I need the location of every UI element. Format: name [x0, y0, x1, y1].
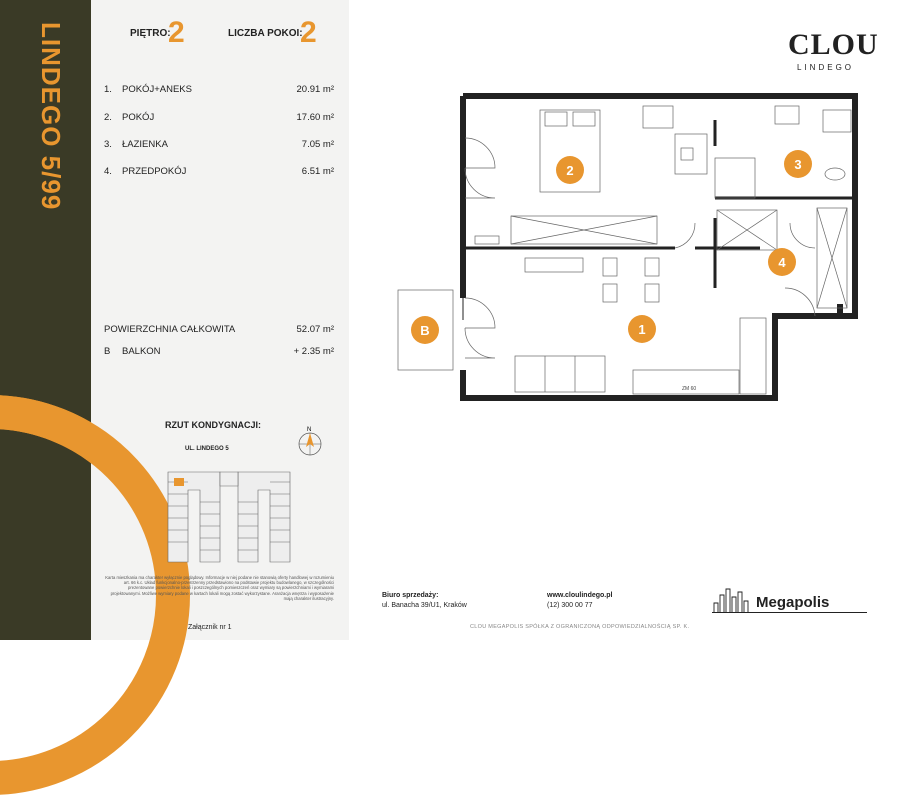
- apartment-title: LINDEGO 5/99: [36, 22, 66, 211]
- sofa-outline: [515, 356, 605, 392]
- apartment-highlight: [174, 478, 184, 486]
- office-address: ul. Banacha 39/U1, Kraków: [382, 602, 467, 609]
- room-number: 4.: [104, 166, 112, 177]
- room-row: [104, 166, 334, 177]
- room-area: 7.05 m²: [301, 139, 334, 150]
- office-label: Biuro sprzedaży:: [382, 592, 439, 599]
- balcony-marker-label: B: [420, 323, 430, 338]
- appliance-label: ZM 60: [682, 386, 697, 392]
- floor-plan-title: RZUT KONDYGNACJI:: [165, 420, 261, 430]
- room-area: 17.60 m²: [296, 112, 334, 123]
- attachment-label: Załącznik nr 1: [188, 624, 232, 631]
- room-number: 3.: [104, 139, 112, 150]
- total-area-value: 52.07 m²: [296, 324, 334, 335]
- balcony-letter: B: [104, 346, 111, 357]
- room-marker-4-label: 4: [778, 255, 786, 270]
- apartment-floor-plan: [385, 88, 875, 418]
- room-area: 6.51 m²: [301, 166, 334, 177]
- total-area-label: POWIERZCHNIA CAŁKOWITA: [104, 324, 236, 335]
- room-name: PRZEDPOKÓJ: [122, 166, 187, 177]
- website-link[interactable]: www.cloulindego.pl: [547, 592, 613, 599]
- rooms-count-value: 2: [300, 16, 317, 49]
- developer-underline: [712, 612, 867, 613]
- room-marker-1-label: 1: [638, 322, 646, 337]
- phone-number: (12) 300 00 77: [547, 602, 593, 609]
- street-label: UL. LINDEGO 5: [185, 446, 229, 452]
- room-row: [104, 139, 334, 150]
- balcony-label: BALKON: [122, 346, 161, 357]
- toilet-outline: [825, 168, 845, 180]
- shower-outline: [715, 158, 755, 198]
- room-name: ŁAZIENKA: [122, 139, 168, 150]
- clou-logo-subtitle: LINDEGO: [797, 63, 855, 72]
- rooms-count-label: LICZBA POKOI:: [228, 28, 303, 39]
- megapolis-logo: Megapolis: [756, 594, 830, 611]
- floor-label: PIĘTRO:: [130, 28, 171, 39]
- room-row: [104, 112, 334, 123]
- skyline-icon: [712, 585, 756, 613]
- room-number: 1.: [104, 84, 112, 95]
- north-label: N: [307, 427, 312, 433]
- total-area-row: [104, 324, 334, 335]
- north-compass-icon: [296, 424, 326, 460]
- clou-logo: CLOU: [788, 28, 879, 61]
- building-floor-plan-thumbnail: [160, 462, 300, 572]
- balcony-row: [104, 346, 334, 357]
- balcony-area: + 2.35 m²: [293, 346, 334, 357]
- room-row: [104, 84, 334, 95]
- room-marker-2-label: 2: [566, 163, 574, 178]
- disclaimer-text: Karta mieszkania ma charakter wyłącznie poglądowy. Informacje w niej podane nie stanowią oferty handlowej w rozumieniu art. 66 k.c. Układ funkcjonalno-przestrzenny przedstawiono na podstawie projektu budowlanego, w szczególności prezentowane powierzchnie lokali i poszczególnych pomieszczeń oraz wymiary są powierzchniami i wymiarami projektowanymi. Możliwe wymiary podane w kartach lokali mogą zostać wykorzystane. Aranżacja wnętrza i wyposażenie mają charakter ilustracyjny.: [105, 575, 334, 601]
- room-number: 2.: [104, 112, 112, 123]
- room-name: POKÓJ: [122, 112, 155, 123]
- floor-value: 2: [168, 16, 185, 49]
- company-line: CLOU MEGAPOLIS SPÓŁKA Z OGRANICZONĄ ODPOWIEDZIALNOŚCIĄ SP. K.: [470, 624, 690, 630]
- room-name: POKÓJ+ANEKS: [122, 84, 192, 95]
- room-area: 20.91 m²: [296, 84, 334, 95]
- room-marker-3-label: 3: [794, 157, 802, 172]
